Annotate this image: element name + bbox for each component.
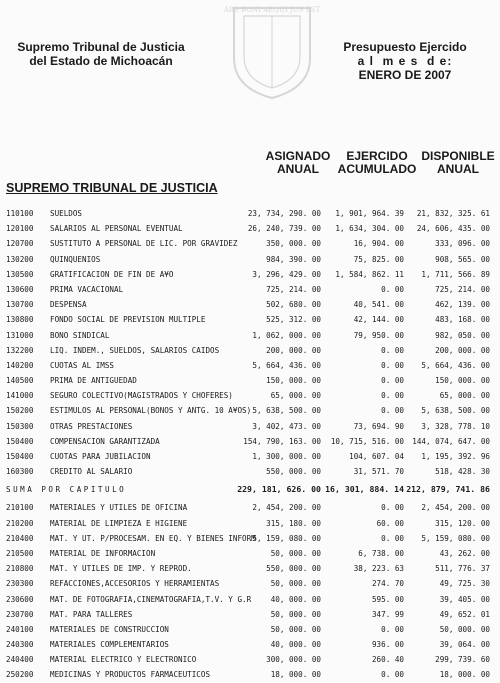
exercised-cell: 75, 825. 00 — [353, 254, 404, 264]
available-cell: 21, 832, 325. 61 — [416, 209, 490, 218]
code-cell: 240100 — [6, 624, 34, 634]
table-row — [6, 267, 496, 282]
code-cell: 130700 — [6, 300, 34, 310]
description-cell: MAT. Y UT. P/PROCESAM. EN EQ. Y BIENES INFORM — [50, 533, 256, 543]
table-row — [6, 403, 496, 418]
table-row — [6, 592, 496, 607]
table-row — [6, 373, 496, 388]
exercised-cell: 6, 738. 00 — [358, 548, 404, 558]
exercised-cell: 0. 00 — [381, 533, 404, 543]
available-cell: 5, 159, 080. 00 — [421, 533, 490, 543]
description-cell: SEGURO COLECTIVO(MAGISTRADOS Y CHOFERES) — [50, 391, 233, 401]
code-cell: 150200 — [6, 406, 34, 416]
code-cell: 150300 — [6, 421, 34, 431]
available-cell: 315, 120. 00 — [435, 518, 490, 528]
assigned-cell: 315, 180. 00 — [266, 518, 321, 528]
assigned-cell: 1, 300, 000. 00 — [252, 452, 321, 461]
assigned-cell: 50, 000. 00 — [270, 579, 321, 589]
available-cell: 39, 064. 00 — [439, 640, 490, 650]
column-header-exercised: EJERCIDO ACUMULADO — [337, 149, 417, 176]
assigned-cell: 2, 454, 200. 00 — [252, 503, 321, 513]
table-row — [6, 312, 496, 327]
exercised-cell: 0. 00 — [381, 406, 404, 416]
assigned-cell: 50, 000. 00 — [270, 548, 321, 558]
assigned-cell: 725, 214. 00 — [266, 284, 321, 294]
assigned-cell: 350, 000. 00 — [266, 239, 321, 249]
code-cell: 131000 — [6, 330, 34, 340]
available-cell: 39, 405. 00 — [439, 594, 490, 604]
available-cell: 518, 428. 30 — [435, 467, 490, 477]
assigned-cell: 40, 000. 00 — [270, 640, 321, 650]
available-cell: 1, 195, 392. 96 — [421, 452, 490, 461]
exercised-cell: 16, 301, 884. 14 — [325, 484, 404, 495]
available-cell: 1, 711, 566. 89 — [421, 269, 490, 279]
code-cell: 250200 — [6, 670, 34, 680]
assigned-cell: 154, 790, 163. 00 — [243, 436, 321, 446]
exercised-cell: 40, 541. 00 — [353, 300, 404, 310]
description-cell: DESPENSA — [50, 300, 87, 310]
code-cell: 210200 — [6, 518, 34, 528]
exercised-cell: 42, 144. 00 — [353, 315, 404, 325]
code-cell: 120100 — [6, 224, 34, 234]
column-header-available: DISPONIBLE ANUAL — [421, 149, 495, 176]
code-cell: 141000 — [6, 391, 34, 401]
assigned-cell: 525, 312. 00 — [266, 315, 321, 325]
table-row — [6, 282, 496, 297]
description-cell: COMPENSACION GARANTIZADA — [50, 436, 160, 446]
description-cell: FONDO SOCIAL DE PREVISION MULTIPLE — [50, 315, 206, 325]
assigned-cell: 150, 000. 00 — [266, 376, 321, 386]
table-row — [6, 561, 496, 576]
exercised-cell: 1, 584, 862. 11 — [335, 269, 404, 279]
code-cell: 132200 — [6, 345, 34, 355]
table-row — [6, 531, 496, 546]
assigned-cell: 5, 638, 500. 00 — [252, 406, 321, 416]
exercised-cell: 73, 694. 90 — [353, 421, 404, 431]
assigned-cell: 984, 390. 00 — [266, 254, 321, 264]
code-cell: 230700 — [6, 609, 34, 619]
assigned-cell: 26, 240, 739. 00 — [247, 224, 321, 234]
exercised-cell: 1, 634, 304. 00 — [335, 224, 404, 234]
description-cell: MATERIAL DE LIMPIEZA E HIGIENE — [50, 518, 188, 528]
table-row — [6, 252, 496, 267]
available-cell: 982, 050. 00 — [435, 330, 490, 340]
description-cell: CUOTAS PARA JUBILACION — [50, 452, 151, 461]
exercised-cell: 16, 904. 00 — [353, 239, 404, 249]
description-cell: LIQ. INDEM., SUELDOS, SALARIOS CAIDOS — [50, 345, 220, 355]
available-cell: 5, 638, 500. 00 — [421, 406, 490, 416]
available-cell: 511, 776. 37 — [435, 564, 490, 574]
section-title: SUPREMO TRIBUNAL DE JUSTICIA — [6, 181, 218, 195]
code-cell: 150400 — [6, 452, 34, 461]
table-row — [6, 206, 496, 221]
assigned-cell: 550, 000. 00 — [266, 467, 321, 477]
table-row — [6, 546, 496, 561]
exercised-cell: 0. 00 — [381, 503, 404, 513]
code-cell: 230600 — [6, 594, 34, 604]
available-cell: 49, 725. 30 — [439, 579, 490, 589]
institution-heading — [6, 40, 196, 68]
table-row — [6, 221, 496, 236]
description-cell: SALARIOS AL PERSONAL EVENTUAL — [50, 224, 183, 234]
assigned-cell: 50, 000. 00 — [270, 609, 321, 619]
table-row — [6, 607, 496, 622]
exercised-cell: 0. 00 — [381, 345, 404, 355]
description-cell: MATERIALES Y UTILES DE OFICINA — [50, 503, 188, 513]
description-cell: MEDICINAS Y PRODUCTOS FARMACEUTICOS — [50, 670, 211, 680]
code-cell: 210100 — [6, 503, 34, 513]
report-month-label: a l m e s d e: — [357, 54, 453, 68]
code-cell: 210400 — [6, 533, 34, 543]
assigned-cell: 300, 000. 00 — [266, 655, 321, 665]
description-cell: BONO SINDICAL — [50, 330, 110, 340]
institution-state: del Estado de Michoacán — [29, 54, 173, 68]
available-cell: 333, 096. 00 — [435, 239, 490, 249]
table-row — [6, 343, 496, 358]
assigned-cell: 18, 000. 00 — [270, 670, 321, 680]
exercised-cell: 31, 571. 70 — [353, 467, 404, 477]
exercised-cell: 0. 00 — [381, 284, 404, 294]
available-cell: 2, 454, 200. 00 — [421, 503, 490, 513]
assigned-cell: 50, 000. 00 — [270, 624, 321, 634]
table-row — [6, 622, 496, 637]
institution-name: Supremo Tribunal de Justicia — [17, 40, 185, 54]
available-cell: 462, 139. 00 — [435, 300, 490, 310]
code-cell: 150400 — [6, 436, 34, 446]
table-row — [6, 388, 496, 403]
exercised-cell: 0. 00 — [381, 670, 404, 680]
available-cell: 18, 000. 00 — [439, 670, 490, 680]
table-row — [6, 576, 496, 591]
description-cell: MATERIAL ELECTRICO Y ELECTRONICO — [50, 655, 197, 665]
available-cell: 24, 606, 435. 00 — [416, 224, 490, 234]
available-cell: 212, 879, 741. 86 — [406, 484, 490, 495]
code-cell: 140200 — [6, 360, 34, 370]
exercised-cell: 1, 901, 964. 39 — [335, 209, 404, 218]
code-cell: 130800 — [6, 315, 34, 325]
description-cell: MAT. DE FOTOGRAFIA,CINEMATOGRAFIA,T.V. Y G.R — [50, 594, 252, 604]
available-cell: 483, 168. 00 — [435, 315, 490, 325]
description-cell: PRIMA VACACIONAL — [50, 284, 124, 294]
assigned-cell: 200, 000. 00 — [266, 345, 321, 355]
description-cell: PRIMA DE ANTIGUEDAD — [50, 376, 137, 386]
assigned-cell: 40, 000. 00 — [270, 594, 321, 604]
total-row — [6, 482, 496, 497]
code-cell: 120700 — [6, 239, 34, 249]
code-cell: 130600 — [6, 284, 34, 294]
description-cell: SUSTITUTO A PERSONAL DE LIC. POR GRAVIDEZ — [50, 239, 238, 249]
exercised-cell: 60. 00 — [376, 518, 404, 528]
table-row — [6, 500, 496, 515]
code-cell: 110100 — [6, 209, 34, 218]
exercised-cell: 0. 00 — [381, 376, 404, 386]
exercised-cell: 260. 40 — [371, 655, 404, 665]
court-seal-watermark — [222, 0, 322, 100]
exercised-cell: 0. 00 — [381, 391, 404, 401]
exercised-cell: 0. 00 — [381, 360, 404, 370]
description-cell: MAT. Y UTILES DE IMP. Y REPROD. — [50, 564, 192, 574]
description-cell: CUOTAS AL IMSS — [50, 360, 115, 370]
assigned-cell: 1, 062, 000. 00 — [252, 330, 321, 340]
available-cell: 50, 000. 00 — [439, 624, 490, 634]
table-row — [6, 652, 496, 667]
report-title: Presupuesto Ejercido — [343, 40, 467, 54]
description-cell: MAT. PARA TALLERES — [50, 609, 133, 619]
description-cell: ESTIMULOS AL PERSONAL(BONOS Y ANTG. 10 A¥OS) — [50, 406, 252, 416]
exercised-cell: 595. 00 — [371, 594, 404, 604]
description-cell: MATERIALES DE CONSTRUCCION — [50, 624, 169, 634]
table-row — [6, 637, 496, 652]
available-cell: 725, 214. 00 — [435, 284, 490, 294]
available-cell: 3, 328, 778. 10 — [421, 421, 490, 431]
code-cell: 230300 — [6, 579, 34, 589]
available-cell: 150, 000. 00 — [435, 376, 490, 386]
table-row — [6, 667, 496, 682]
available-cell: 144, 074, 647. 00 — [412, 436, 490, 446]
description-cell: GRATIFICACION DE FIN DE A¥O — [50, 269, 174, 279]
description-cell: SUELDOS — [50, 209, 83, 218]
description-cell: MATERIALES COMPLEMENTARIOS — [50, 640, 169, 650]
code-cell: 240400 — [6, 655, 34, 665]
table-row — [6, 328, 496, 343]
available-cell: 49, 652. 01 — [439, 609, 490, 619]
assigned-cell: 5, 664, 436. 00 — [252, 360, 321, 370]
table-row — [6, 449, 496, 464]
exercised-cell: 104, 607. 04 — [349, 452, 404, 461]
available-cell: 5, 664, 436. 00 — [421, 360, 490, 370]
table-row — [6, 236, 496, 251]
table-row — [6, 358, 496, 373]
budget-table — [6, 206, 496, 683]
code-cell: 160300 — [6, 467, 34, 477]
code-cell: 210500 — [6, 548, 34, 558]
code-cell: 240300 — [6, 640, 34, 650]
assigned-cell: 65, 000. 00 — [270, 391, 321, 401]
seal-text: ARS BONI AEQUI JUS EST — [223, 6, 321, 14]
code-cell: 140500 — [6, 376, 34, 386]
exercised-cell: 347. 99 — [371, 609, 404, 619]
table-row — [6, 434, 496, 449]
code-cell: 130500 — [6, 269, 34, 279]
column-header-assigned: ASIGNADO ANUAL — [265, 149, 331, 176]
available-cell: 200, 000. 00 — [435, 345, 490, 355]
assigned-cell: 3, 296, 429. 00 — [252, 269, 321, 279]
code-cell: 130200 — [6, 254, 34, 264]
exercised-cell: 38, 223. 63 — [353, 564, 404, 574]
assigned-cell: 229, 181, 626. 00 — [237, 484, 321, 495]
assigned-cell: 5, 159, 080. 00 — [252, 533, 321, 543]
exercised-cell: 274. 70 — [371, 579, 404, 589]
available-cell: 908, 565. 00 — [435, 254, 490, 264]
table-row — [6, 419, 496, 434]
available-cell: 299, 739. 60 — [435, 655, 490, 665]
exercised-cell: 0. 00 — [381, 624, 404, 634]
report-period: ENERO DE 2007 — [358, 68, 452, 82]
table-row — [6, 464, 496, 479]
assigned-cell: 550, 000. 00 — [266, 564, 321, 574]
assigned-cell: 3, 402, 473. 00 — [252, 421, 321, 431]
available-cell: 43, 262. 00 — [439, 548, 490, 558]
description-cell: MATERIAL DE INFORMACION — [50, 548, 156, 558]
exercised-cell: 936. 00 — [371, 640, 404, 650]
exercised-cell: 10, 715, 516. 00 — [330, 436, 404, 446]
table-row — [6, 516, 496, 531]
table-row — [6, 297, 496, 312]
code-cell: 210800 — [6, 564, 34, 574]
description-cell: CREDITO AL SALARIO — [50, 467, 133, 477]
available-cell: 65, 000. 00 — [439, 391, 490, 401]
description-cell: QUINQUENIOS — [50, 254, 101, 264]
report-heading — [330, 40, 480, 82]
assigned-cell: 23, 734, 290. 00 — [247, 209, 321, 218]
total-label: SUMA POR CAPITULO — [6, 485, 127, 495]
exercised-cell: 79, 950. 00 — [353, 330, 404, 340]
description-cell: REFACCIONES,ACCESORIOS Y HERRAMIENTAS — [50, 579, 220, 589]
assigned-cell: 502, 680. 00 — [266, 300, 321, 310]
description-cell: OTRAS PRESTACIONES — [50, 421, 133, 431]
